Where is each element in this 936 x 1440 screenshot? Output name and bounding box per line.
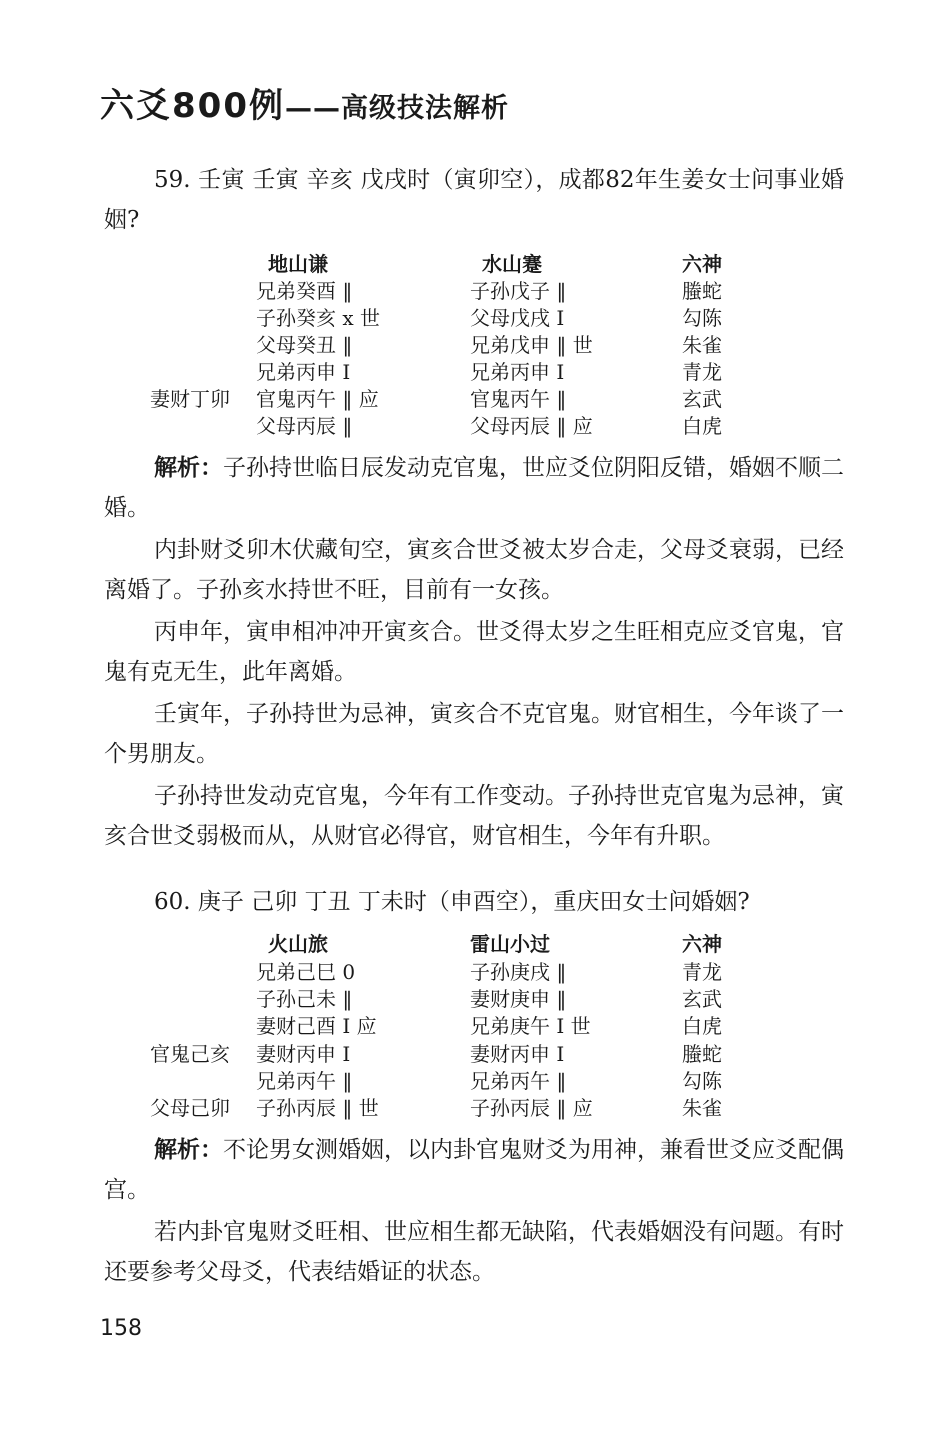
yao-liushen: 玄武 [682, 987, 722, 1011]
yao-bian: 父母戊戌 Ⅰ [470, 306, 565, 330]
yao-liushen: 白虎 [682, 1014, 722, 1038]
yao-liushen: 白虎 [682, 414, 722, 438]
yao-liushen: 朱雀 [682, 1096, 722, 1120]
yao-liushen: 朱雀 [682, 333, 722, 357]
yao-ben: 兄弟丙申 Ⅰ [256, 360, 351, 384]
case-60-question: 60. 庚子 己卯 丁丑 丁未时（申酉空），重庆田女士问婚姻? [154, 889, 750, 915]
yao-liushen: 青龙 [682, 360, 722, 384]
case-59-question: 59. 壬寅 壬寅 辛亥 戊戌时（寅卯空），成都82年生姜女士问事业婚姻? [104, 167, 844, 233]
yao-bian: 官鬼丙午 ‖ [470, 387, 567, 411]
analysis-label: 解析： [154, 1137, 223, 1163]
yao-ben: 官鬼丙午 ‖ 应 [256, 387, 379, 411]
yao-ben: 兄弟丙午 ‖ [256, 1069, 353, 1093]
page-number: 158 [100, 1316, 142, 1341]
case-59-paragraph: 子孙持世发动克官鬼，今年有工作变动。子孙持世克官鬼为忌神，寅亥合世爻弱极而从，从财官必得官，财官相生，今年有升职。 [104, 783, 844, 849]
yao-bian: 兄弟戊申 ‖ 世 [470, 333, 593, 357]
gua-header-ben: 地山谦 [268, 252, 328, 276]
yao-ben: 妻财己酉 Ⅰ 应 [256, 1014, 377, 1038]
gua-header-ben: 火山旅 [268, 932, 328, 956]
yao-ben: 兄弟癸酉 ‖ [256, 279, 353, 303]
book-title: 六爻800例 [100, 86, 285, 126]
case-60-analysis [104, 1130, 844, 1210]
yao-ben: 父母癸丑 ‖ [256, 333, 353, 357]
yao-ben: 兄弟己巳 0 [256, 960, 356, 984]
yao-liushen: 勾陈 [682, 1069, 722, 1093]
case-59-paragraph: 内卦财爻卯木伏藏旬空，寅亥合世爻被太岁合走，父母爻衰弱，已经离婚了。子孙亥水持世不旺，目前有一女孩。 [104, 537, 844, 603]
yao-liushen: 玄武 [682, 387, 722, 411]
analysis-text: 不论男女测婚姻，以内卦官鬼财爻为用神，兼看世爻应爻配偶宫。 [104, 1137, 844, 1203]
analysis-text: 子孙持世临日辰发动克官鬼，世应爻位阴阳反错，婚姻不顺二婚。 [104, 455, 844, 521]
running-header [100, 78, 509, 127]
yao-bian: 子孙丙辰 ‖ 应 [470, 1096, 593, 1120]
case-60-paragraph: 若内卦官鬼财爻旺相、世应相生都无缺陷，代表婚姻没有问题。有时还要参考父母爻，代表结婚证的状态。 [104, 1219, 844, 1285]
gua-header-liushen: 六神 [682, 932, 722, 956]
yao-bian: 子孙庚戌 ‖ [470, 960, 567, 984]
yao-bian: 父母丙辰 ‖ 应 [470, 414, 593, 438]
case-59-analysis [104, 448, 844, 528]
yao-ben: 子孙己未 ‖ [256, 987, 353, 1011]
gua-header-bian: 雷山小过 [470, 932, 550, 956]
gua-header-bian: 水山蹇 [482, 252, 542, 276]
yao-liushen: 螣蛇 [682, 279, 722, 303]
analysis-label: 解析： [154, 455, 223, 481]
yao-bian: 妻财丙申 Ⅰ [470, 1042, 565, 1066]
yao-bian: 兄弟丙申 Ⅰ [470, 360, 565, 384]
book-subtitle: ——高级技法解析 [284, 93, 509, 124]
yao-fushen: 妻财丁卯 [150, 387, 230, 411]
yao-ben: 妻财丙申 Ⅰ [256, 1042, 351, 1066]
yao-liushen: 青龙 [682, 960, 722, 984]
yao-liushen: 勾陈 [682, 306, 722, 330]
yao-fushen: 父母己卯 [150, 1096, 230, 1120]
yao-bian: 兄弟丙午 ‖ [470, 1069, 567, 1093]
yao-liushen: 螣蛇 [682, 1042, 722, 1066]
yao-bian: 兄弟庚午 Ⅰ 世 [470, 1014, 591, 1038]
gua-header-liushen: 六神 [682, 252, 722, 276]
yao-bian: 子孙戊子 ‖ [470, 279, 567, 303]
case-59-paragraph: 丙申年，寅申相冲冲开寅亥合。世爻得太岁之生旺相克应爻官鬼，官鬼有克无生，此年离婚。 [104, 619, 844, 685]
yao-ben: 子孙丙辰 ‖ 世 [256, 1096, 379, 1120]
yao-fushen: 官鬼己亥 [150, 1042, 230, 1066]
case-59-paragraph: 壬寅年，子孙持世为忌神，寅亥合不克官鬼。财官相生，今年谈了一个男朋友。 [104, 701, 844, 767]
yao-bian: 妻财庚申 ‖ [470, 987, 567, 1011]
yao-ben: 子孙癸亥 x 世 [256, 306, 380, 330]
yao-ben: 父母丙辰 ‖ [256, 414, 353, 438]
